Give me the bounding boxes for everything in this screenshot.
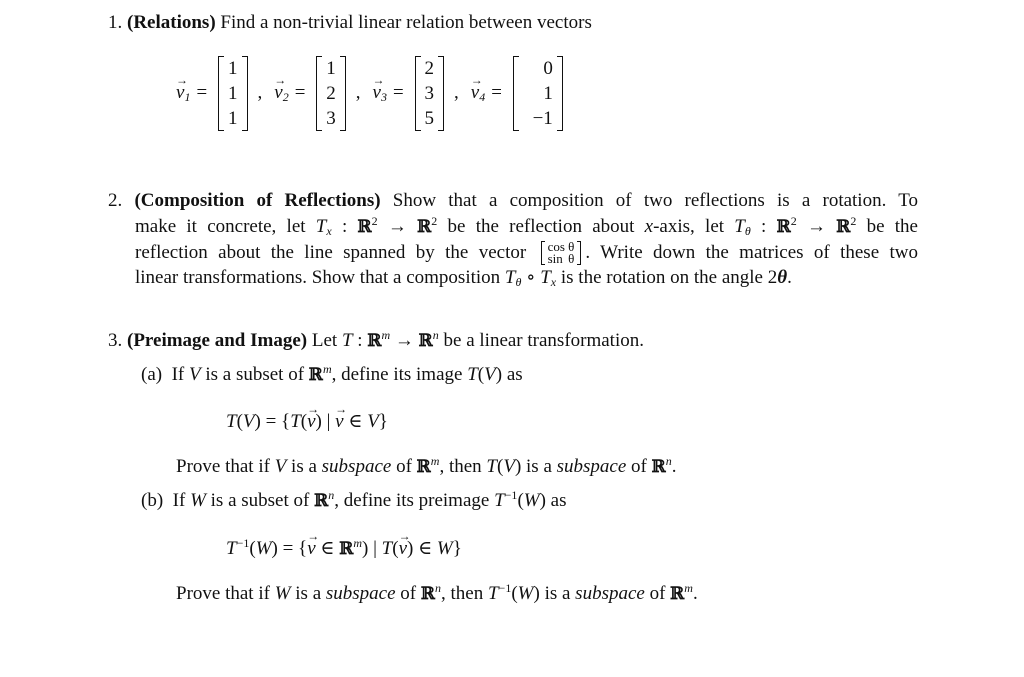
problem-number: 1.: [108, 12, 123, 33]
problem-2-line-4: linear transformations. Show that a composition $T_\theta$ ∘ $T_x$ is the rotation on the angle 2θ.: [135, 267, 792, 289]
problem-title: (Preimage and Image): [127, 330, 308, 351]
vector-v4: 0 1 −1: [513, 56, 563, 131]
part-b-prove: Prove that if W is a subspace of ℝ$^n$, then $T^{-1}(W)$ is a subspace of ℝ$^m$.: [176, 581, 698, 604]
problem-text: Find a non-trivial linear relation between vectors: [215, 12, 592, 33]
problem-3-heading: 3. (Preimage and Image) Let T : ℝ$^m$ → ℝ$^n$ be a linear transformation.: [108, 328, 644, 351]
vectors-row: → $v_1$ = 1 1 1 , → $v_2$ = 1 2 3 , → $v_3$ = 2 3 5 , → $v_4$ = 0 1 −1: [176, 53, 567, 133]
problem-1-heading: [108, 12, 592, 34]
part-b-statement: (b) If W is a subset of ℝ$^n$, define its preimage $T^{-1}(W)$ as: [141, 488, 567, 511]
problem-title: (Relations): [127, 12, 216, 33]
vector-v1: 1 1 1: [218, 56, 248, 131]
image-definition: T(V) = {T(→ v) | → v ∈ V}: [226, 410, 388, 433]
preimage-definition: $T^{-1}(W)$ = {→ v ∈ ℝ$^m$) | T(→ v) ∈ W}: [226, 537, 462, 560]
problem-2-line-3: reflection about the line spanned by the vector cos θ sin θ . Write down the matrices of these two: [135, 239, 918, 266]
vector-label: → $v_3$ =: [373, 82, 405, 104]
problem-2-line-1: 2. (Composition of Reflections) Show that a composition of two reflections is a rotation. To: [108, 190, 918, 211]
vector-v2: 1 2 3: [316, 56, 346, 131]
part-a-statement: (a) If V is a subset of ℝ$^m$, define its image T(V) as: [141, 362, 523, 385]
part-a-prove: Prove that if V is a subspace of ℝ$^m$, then T(V) is a subspace of ℝ$^n$.: [176, 454, 677, 477]
vector-v3: 2 3 5: [415, 56, 445, 131]
problem-2-line-2: make it concrete, let $T_x$ : ℝ$^2$ → ℝ$^2$ be the reflection about x-axis, let $T_\theta$ : ℝ$^2$ → ℝ$^2$ be the: [135, 214, 918, 238]
vector-label: → $v_4$ =: [471, 82, 503, 104]
vector-label: → $v_2$ =: [274, 82, 306, 104]
direction-vector: cos θ sin θ: [541, 241, 582, 265]
vector-label: → $v_1$ =: [176, 82, 208, 104]
problem-title: (Composition of Reflections): [134, 190, 381, 211]
